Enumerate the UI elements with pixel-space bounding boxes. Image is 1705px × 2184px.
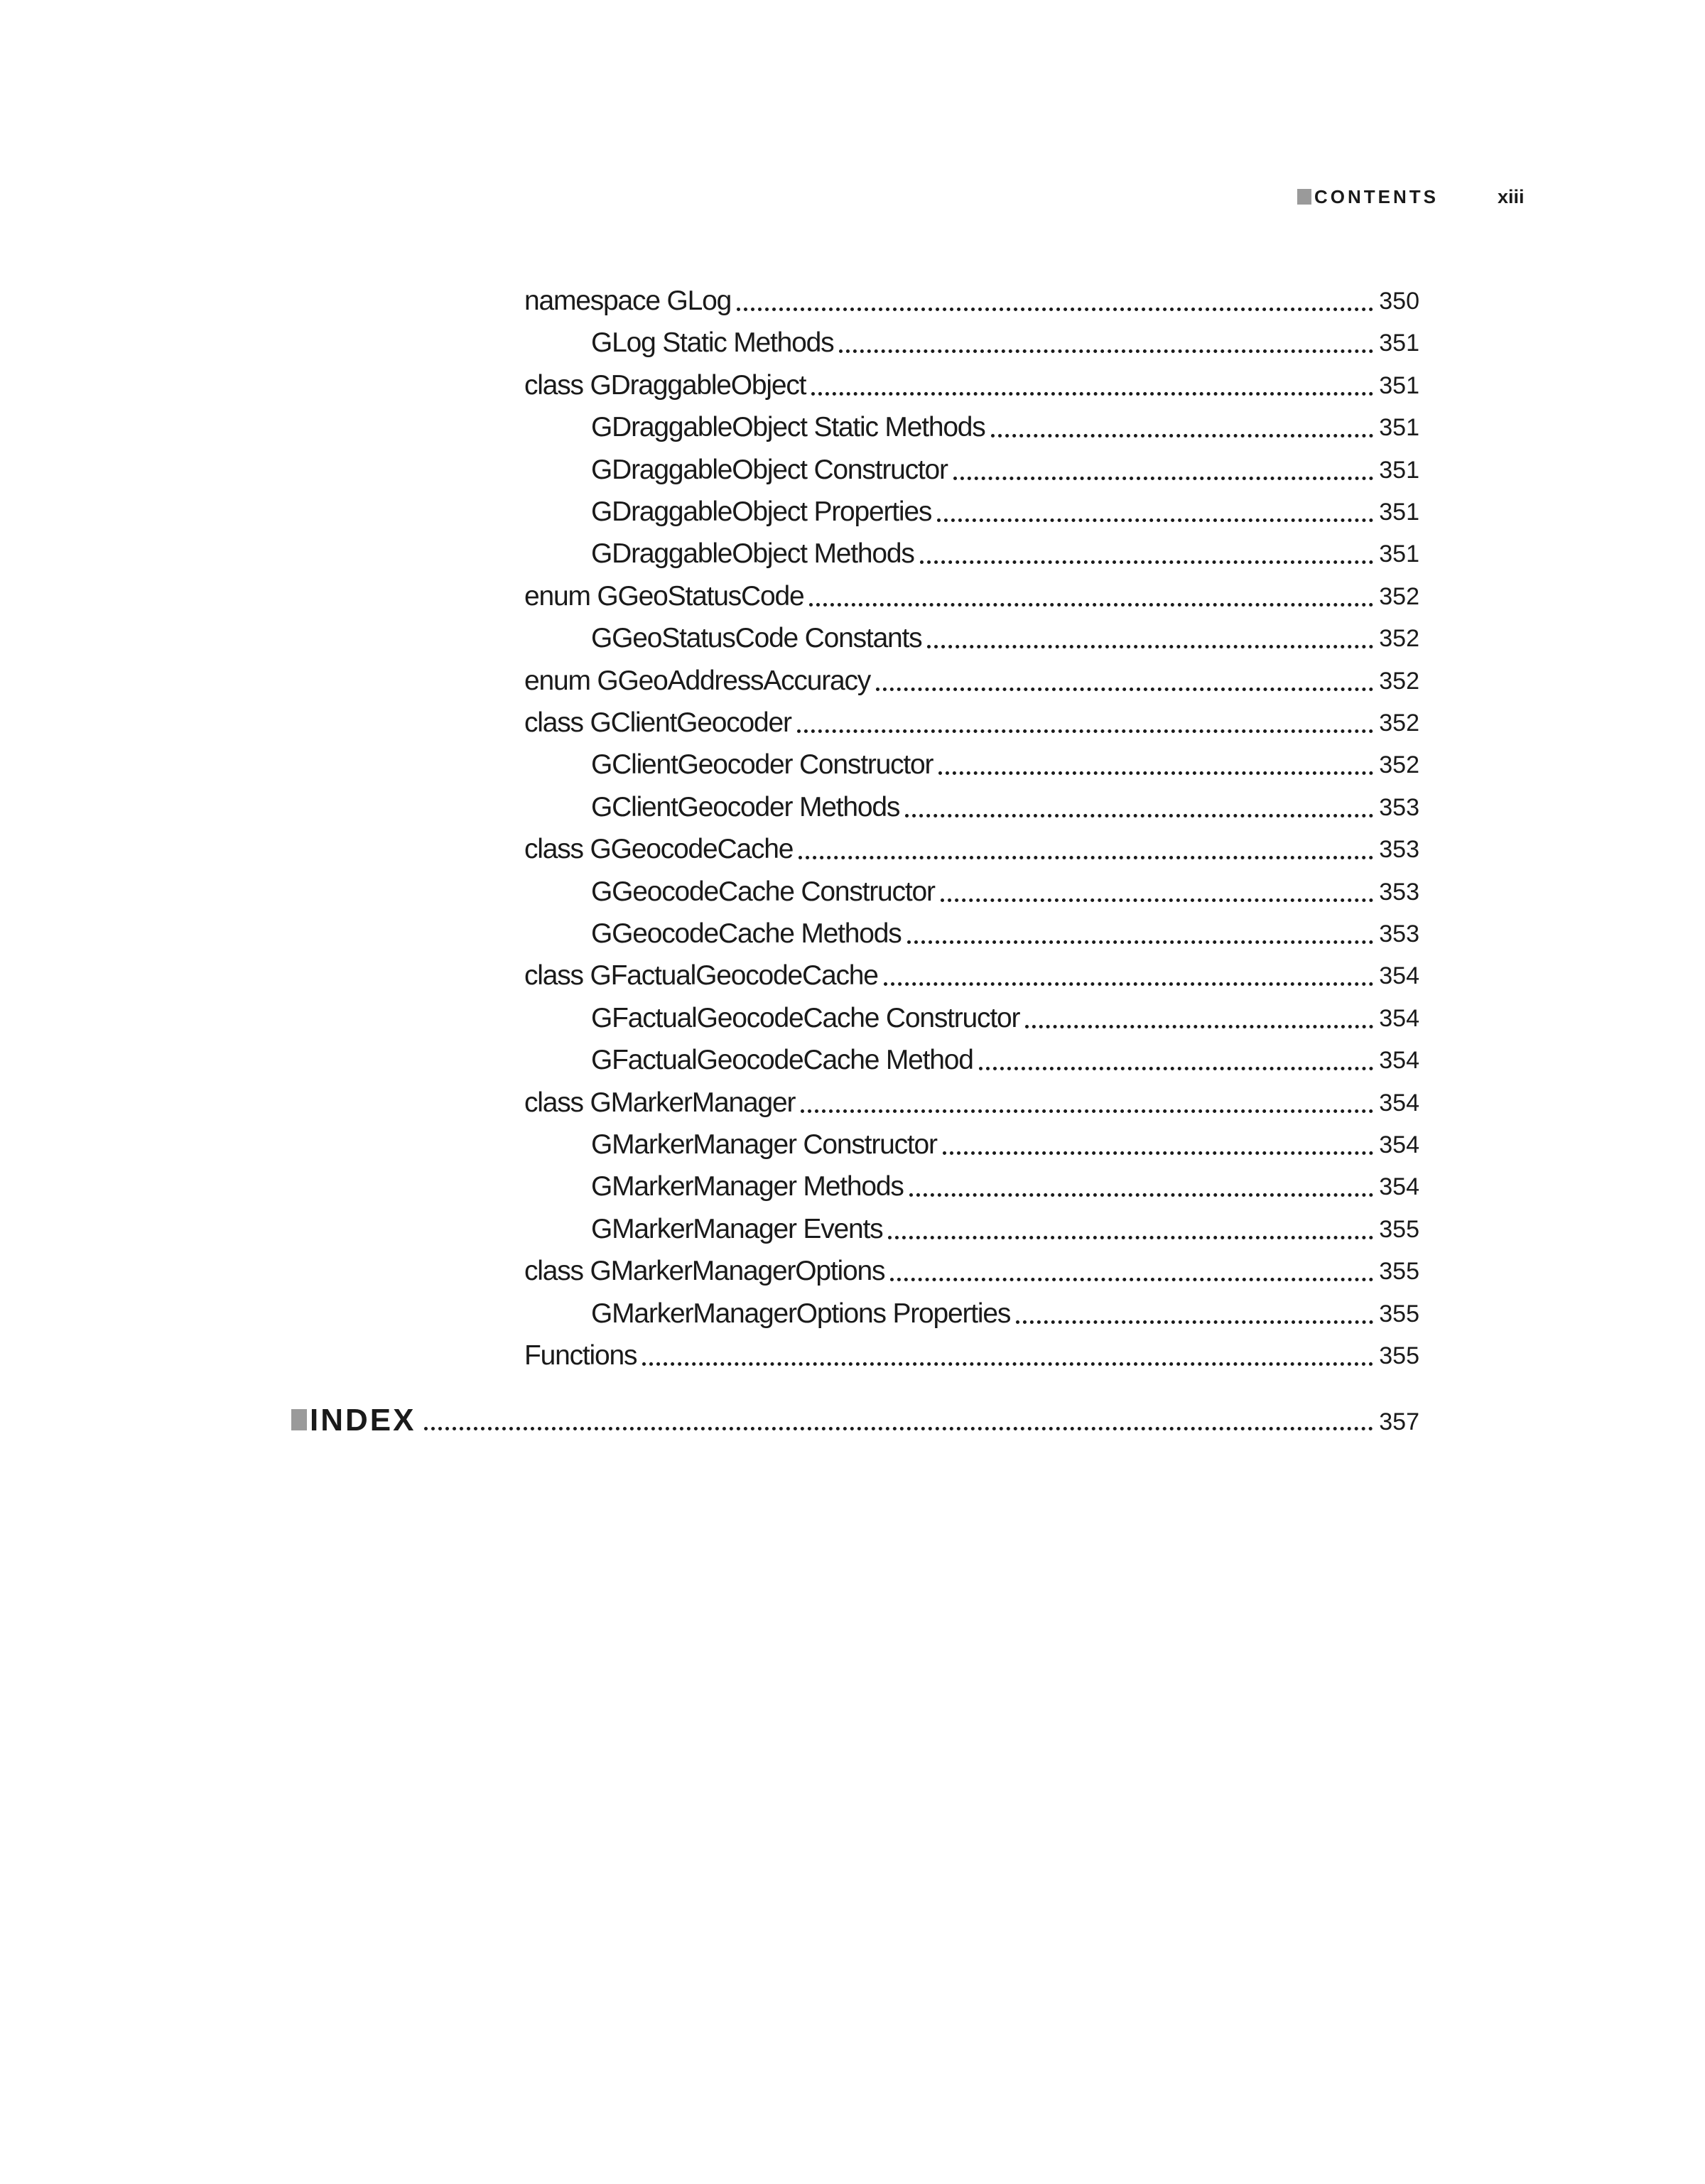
- dot-leader: [642, 1362, 1373, 1366]
- toc-entry[interactable]: [591, 746, 1419, 782]
- index-page-number: 357: [1379, 1408, 1419, 1435]
- dot-leader: [424, 1427, 1373, 1430]
- toc-entry[interactable]: [524, 1337, 1419, 1373]
- dot-leader: [1025, 1025, 1373, 1028]
- toc-entry-title: GGeocodeCache Constructor: [591, 876, 935, 907]
- toc-entry[interactable]: [524, 1085, 1419, 1120]
- toc-entry-title: GMarkerManager Events: [591, 1214, 883, 1244]
- dot-leader: [876, 688, 1373, 691]
- toc-entry-title: GFactualGeocodeCache Constructor: [591, 1003, 1020, 1033]
- toc-entry-page: 355: [1379, 1300, 1419, 1327]
- dot-leader: [920, 560, 1374, 564]
- toc-entry-page: 351: [1379, 372, 1419, 399]
- toc-entry-title: GDraggableObject Methods: [591, 538, 914, 569]
- toc-entry-title: enum GGeoAddressAccuracy: [524, 665, 871, 696]
- toc-entry-title: GGeoStatusCode Constants: [591, 623, 922, 653]
- toc-entry-page: 354: [1379, 962, 1419, 989]
- toc-entry-title: GMarkerManagerOptions Properties: [591, 1298, 1011, 1329]
- toc-entry[interactable]: [591, 409, 1419, 445]
- toc-entry-title: GDraggableObject Static Methods: [591, 412, 985, 442]
- index-marker: [291, 1409, 307, 1430]
- dot-leader: [839, 349, 1373, 353]
- dot-leader: [927, 645, 1373, 648]
- page-number: xiii: [1498, 186, 1525, 207]
- toc-entry[interactable]: [591, 789, 1419, 825]
- toc-entry[interactable]: [524, 663, 1419, 698]
- dot-leader: [909, 1193, 1374, 1197]
- toc-entry-title: GGeocodeCache Methods: [591, 918, 902, 949]
- toc-entry-page: 353: [1379, 920, 1419, 947]
- dot-leader: [979, 1067, 1374, 1070]
- toc-entry-title: GClientGeocoder Methods: [591, 792, 900, 822]
- toc-entry[interactable]: [591, 1211, 1419, 1246]
- toc-entry-page: 355: [1379, 1258, 1419, 1285]
- toc-entry[interactable]: [591, 1295, 1419, 1331]
- dot-leader: [801, 1109, 1373, 1113]
- toc-entry-title: class GClientGeocoder: [524, 707, 791, 738]
- toc-entry-page: 351: [1379, 330, 1419, 357]
- toc-entry-title: enum GGeoStatusCode: [524, 581, 804, 612]
- toc-entry[interactable]: [524, 578, 1419, 614]
- toc-entry-page: 353: [1379, 794, 1419, 821]
- toc-entry-page: 350: [1379, 288, 1419, 315]
- dot-leader: [799, 856, 1373, 859]
- toc-entry-title: namespace GLog: [524, 286, 732, 316]
- toc-entry-title: GLog Static Methods: [591, 327, 834, 358]
- index-title: INDEX: [310, 1403, 416, 1438]
- toc-entry[interactable]: [591, 1126, 1419, 1162]
- toc-entry[interactable]: [524, 705, 1419, 740]
- toc-entry-page: 351: [1379, 457, 1419, 484]
- dot-leader: [890, 1278, 1373, 1281]
- dot-leader: [941, 898, 1374, 902]
- toc-entry[interactable]: [524, 831, 1419, 866]
- running-header: [1297, 186, 1439, 207]
- toc-entry-page: 352: [1379, 751, 1419, 778]
- dot-leader: [907, 940, 1374, 944]
- dot-leader: [737, 308, 1373, 311]
- toc-entry[interactable]: [524, 283, 1419, 318]
- toc-entry[interactable]: [591, 536, 1419, 571]
- toc-entry-title: class GMarkerManager: [524, 1087, 796, 1118]
- dot-leader: [811, 392, 1373, 396]
- toc-entry-page: 355: [1379, 1342, 1419, 1369]
- toc-entry[interactable]: [591, 1000, 1419, 1036]
- dot-leader: [938, 771, 1373, 775]
- toc-entry-page: 355: [1379, 1216, 1419, 1243]
- header-marker: [1297, 189, 1311, 205]
- toc-entry-title: class GDraggableObject: [524, 370, 806, 401]
- dot-leader: [953, 477, 1373, 480]
- toc-entry[interactable]: [591, 620, 1419, 656]
- dot-leader: [809, 603, 1373, 607]
- toc-entry-page: 351: [1379, 499, 1419, 526]
- toc-entry-index[interactable]: [291, 1399, 1419, 1439]
- dot-leader: [991, 434, 1374, 438]
- toc-entry-page: 351: [1379, 540, 1419, 567]
- toc-entry-page: 352: [1379, 583, 1419, 610]
- toc-entry-page: 352: [1379, 710, 1419, 737]
- dot-leader: [797, 729, 1373, 733]
- toc-entry[interactable]: [524, 957, 1419, 993]
- toc-entry-title: GDraggableObject Constructor: [591, 455, 948, 485]
- toc-entry-title: class GMarkerManagerOptions: [524, 1256, 885, 1286]
- toc-entry-title: Functions: [524, 1340, 637, 1371]
- toc-entry-page: 353: [1379, 879, 1419, 906]
- dot-leader: [888, 1236, 1373, 1239]
- toc-entry[interactable]: [591, 874, 1419, 909]
- toc-entry-page: 354: [1379, 1047, 1419, 1074]
- toc-entry-page: 354: [1379, 1173, 1419, 1200]
- toc-entry[interactable]: [524, 367, 1419, 403]
- toc-entry[interactable]: [524, 1253, 1419, 1288]
- toc-entry[interactable]: [591, 325, 1419, 360]
- toc-entry-page: 352: [1379, 668, 1419, 695]
- toc-entry-page: 351: [1379, 414, 1419, 441]
- toc-entry-title: class GFactualGeocodeCache: [524, 960, 878, 991]
- toc-entry[interactable]: [591, 494, 1419, 529]
- toc-entry[interactable]: [591, 1042, 1419, 1077]
- toc-entry-page: 354: [1379, 1005, 1419, 1032]
- toc-entry-page: 354: [1379, 1090, 1419, 1117]
- dot-leader: [937, 518, 1373, 522]
- section-label: CONTENTS: [1314, 186, 1439, 207]
- toc-entry[interactable]: [591, 916, 1419, 951]
- toc-entry-title: GFactualGeocodeCache Method: [591, 1045, 973, 1075]
- dot-leader: [943, 1151, 1373, 1155]
- dot-leader: [884, 982, 1374, 986]
- toc-entry-page: 353: [1379, 836, 1419, 863]
- toc-entry[interactable]: [591, 1168, 1419, 1204]
- toc-entry-title: GDraggableObject Properties: [591, 496, 932, 527]
- toc-entry-page: 354: [1379, 1131, 1419, 1158]
- toc-entry[interactable]: [591, 452, 1419, 487]
- toc-entry-title: GMarkerManager Methods: [591, 1171, 904, 1202]
- dot-leader: [1016, 1320, 1373, 1324]
- toc-entry-page: 352: [1379, 625, 1419, 652]
- toc-entry-title: class GGeocodeCache: [524, 834, 794, 864]
- toc-entry-title: GClientGeocoder Constructor: [591, 749, 933, 780]
- toc-entry-title: GMarkerManager Constructor: [591, 1129, 937, 1160]
- dot-leader: [905, 814, 1373, 817]
